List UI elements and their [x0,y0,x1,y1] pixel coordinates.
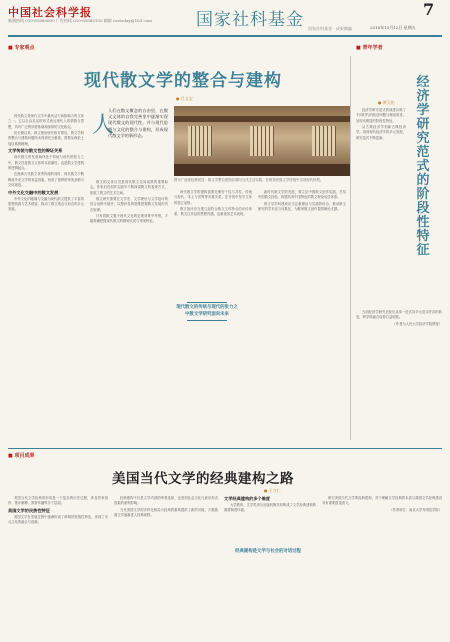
paragraph: 只有将散文置于现代文化的宏观背景中考察，才能准确把握现代散文的精神实质与审美特征。 [90,214,168,224]
paragraph: 现代散文学的建构需要处理好个性与共性、传统与现代、本土与世界等多重关系，在开放中坚守文体的独立品格。 [174,190,252,205]
bottom-article-col-3 [224,496,316,546]
paragraph: 散文学学科建设应当注重理论与实践的结合，推动散文研究的学术化与体系化，为繁荣散文创作提供理论支撑。 [258,201,346,212]
paragraph: 当前经济学研究正经历从单一范式向多元范式并存的转变，跨学科融合趋势日益明显。 [356,310,442,320]
newspaper-logo: 中国社会科学报 [8,6,92,19]
subheading: 文学传统与散文性的辩证关系 [8,148,63,154]
bottom-article-title: 美国当代文学的经典建构之路 [112,471,294,487]
top-article-lead: 人们在散文概念的自由里，在散文文体的自我完善里中逐渐实现现代散文的现代性，并与现代思想与文化的整合与建构，形成现代散文学的新形态。 [108,108,168,138]
masthead-info: 新闻热线 010-85885600 广告热线 010-85885150 邮箱 csstoday@163.com [8,18,152,23]
photo-caption: 图为广西省桂林民居：散文学整合建构应面向当代生活实践，在保持民族文学传统中实现现代转型。 [174,178,324,182]
divider [187,320,227,321]
section-tag-bottom: ■ 项目成果 [8,452,34,459]
paragraph: 美国当代文学经典的形成是一个复杂的历史过程，涉及作家创作、批评阐释、教育传播等多个层面。 [8,496,108,506]
paragraph: 在继承古代散文优秀传统的同时，现代散文不断吸收外来文学的有益因素，形成了独特的审美品格与文体规范。 [8,172,84,188]
paragraph: 散文的文体自觉是现代散文走向成熟的重要标志。作家们在创作实践中不断探索散文的表现方式，拓展了散文的艺术空间。 [90,180,168,195]
lead-dropcap: 人 [92,113,115,138]
paragraph: 经典建构不仅是文学内部的审美选择，也受到社会文化与意识形态因素的深刻影响。 [114,496,218,506]
top-article-col-2 [90,180,168,442]
author-note: （作者为人民大学经济学院教授） [392,321,442,326]
masthead-rule [8,35,442,37]
section-rule [8,448,442,449]
bottom-article-col-2 [114,496,218,638]
column-divider [350,56,351,440]
paragraph: 中外文化的碰撞与交融为现代散文提供了丰富的思想资源与艺术借鉴，推动了散文观念与形态的多元发展。 [8,196,84,212]
top-article-col-3 [174,190,252,294]
divider [187,302,227,303]
side-article-col-1 [356,108,406,308]
paragraph: 但长期以来，散文理论研究相对滞后，散文学科的整合与建构问题尚未得到充分重视，需要从理论上加以系统梳理。 [8,131,84,146]
pull-quote-top [176,300,238,323]
bottom-article-col-4 [322,496,442,638]
side-article-title: 经济学研究范式的阶段性特征 [416,75,430,258]
page-number: 7 [423,0,435,19]
top-article-col-1 [8,114,84,444]
author-note: （作者单位：南京大学外国语学院） [389,507,442,512]
paragraph: 大学教育、文学奖项与出版机制共同构成了文学经典建构的重要制度环境。 [224,503,316,513]
bottom-article-col-1 [8,496,108,638]
paragraph: 现代散文是现代文学中最具活力和影响力的文体之一。它以自由灵活的形式表达现代人的情感与思想，具有广泛的读者基础和深厚的文化积淀。 [8,114,84,129]
article-photo [174,106,350,176]
paragraph: 新时代散文学的发展，要立足中国散文创作实践，总结中国散文经验，构建具有中国特色的散文理论话语体系。 [258,190,346,200]
subheading: 文学经典建构的多个维度 [224,496,271,501]
subheading: 美国文学的民族性特征 [8,507,50,513]
paragraph: 现代散文的发展始终处于传统与现代的张力之中，散文性是散文文体的本质属性，也是散文学建构的逻辑起点。 [8,155,84,170]
paragraph: 经济学研究范式的演进反映了不同时代的经济问题与理论需求，呈现出明显的阶段性特征。 [356,108,406,123]
paragraph: 研究美国当代文学的经典建构，对于理解文学经典的本质与我国文学经典建设具有重要借鉴意义。 [322,496,442,506]
side-article-author: ● 黄天佑 [378,100,395,106]
side-article-col-2 [356,310,442,440]
section-tag-top: ■ 专家观点 [8,44,34,51]
section-subtitle: 国家社科基金 · 成果摘编 [308,26,352,31]
paragraph: 散文批评应当建立起符合散文文体特点的评价体系，既关注作品的思想内涵，也重视其艺术表现。 [174,207,252,217]
pull-quote-bottom: 经典建构是文学与社会的对话过程 [235,549,301,554]
paragraph: 当代美国文学的多样化格局为经典的重构提供了新的可能，少数族裔文学逐渐进入经典视野。 [114,507,218,518]
issue-date: 2018年10月12日 星期五 [370,25,416,30]
subheading: 中外文化交融中的散文发展 [8,189,59,195]
bottom-article-author: ● 王守仁 [264,488,281,494]
paragraph: 散文研究需要在文学史、文学理论与文学批评的综合视野中展开，以整体性的思维把握散文发展的内在规律。 [90,197,168,212]
paragraph: 美国文学在发展过程中逐渐形成了鲜明的民族性特征，体现了多元文化的融合与创新。 [8,514,108,525]
paragraph: 从古典经济学到新古典经济学，再到现代经济学的多元发展，研究范式不断更新。 [356,125,406,140]
top-article-author: ● 吕文宝 [176,96,193,102]
section-title: 国家社科基金 [196,10,304,30]
pull-quote-text: 现代散文的传统与现代的张力之中散文学研究面向未来 [176,305,238,317]
top-article-col-4 [258,190,346,442]
section-tag-side: ■ 青年学者 [356,44,382,51]
top-article-title: 现代散文学的整合与建构 [84,71,282,91]
